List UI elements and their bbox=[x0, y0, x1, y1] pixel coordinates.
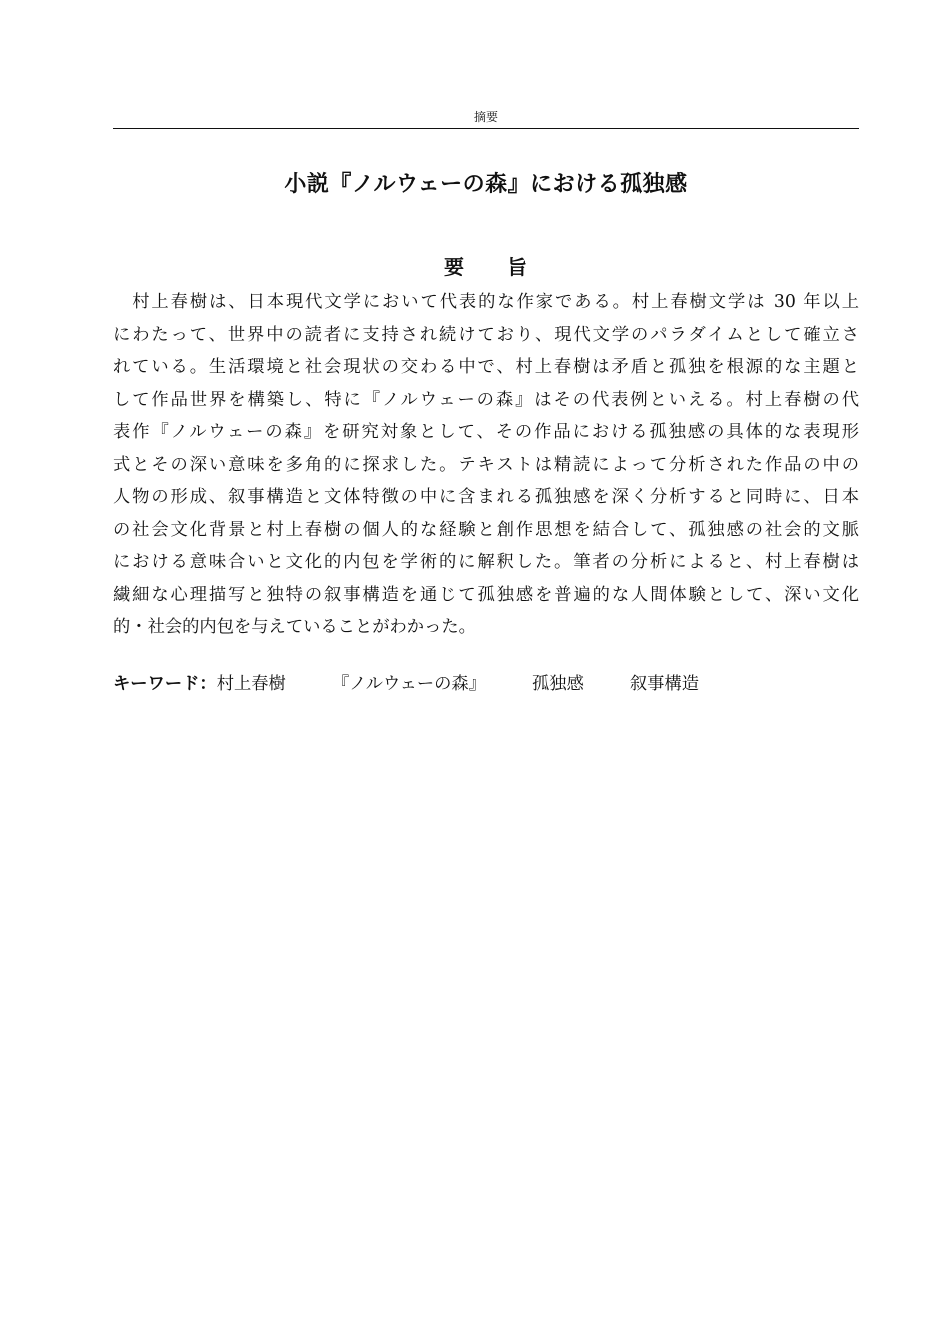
abstract-line: 表作『ノルウェーの森』を研究対象として、その作品における孤独感の具体的な表現形 bbox=[113, 422, 859, 442]
abstract-body bbox=[113, 286, 859, 644]
keyword-item: 孤独感 bbox=[532, 674, 584, 694]
abstract-line: 繊細な心理描写と独特の叙事構造を通じて孤独感を普遍的な人間体験として、深い文化 bbox=[113, 584, 859, 605]
abstract-line: 式とその深い意味を多角的に探求した。テキストは精読によって分析された作品の中の bbox=[113, 454, 859, 475]
abstract-heading: 要 旨 bbox=[444, 255, 528, 279]
abstract-line: して作品世界を構築し、特に『ノルウェーの森』はその代表例といえる。村上春樹の代 bbox=[113, 389, 859, 410]
paper-title: 小説『ノルウェーの森』における孤独感 bbox=[284, 172, 688, 197]
abstract-line: 村上春樹は、日本現代文学において代表的な作家である。村上春樹文学は 30 年以上 bbox=[113, 292, 859, 312]
keyword-item: 『ノルウェーの森』 bbox=[331, 674, 486, 694]
header-rule bbox=[113, 128, 859, 129]
keyword-item: 村上春樹 bbox=[216, 674, 286, 694]
running-header: 摘要 bbox=[473, 110, 498, 124]
abstract-line: れている。生活環境と社会現状の交わる中で、村上春樹は矛盾と孤独を根源的な主題と bbox=[113, 357, 859, 377]
keywords bbox=[113, 668, 859, 700]
abstract-line: における意味合いと文化的内包を学術的に解釈した。筆者の分析によると、村上春樹は bbox=[113, 552, 859, 572]
abstract-line: の社会文化背景と村上春樹の個人的な経験と創作思想を結合して、孤独感の社会的文脈 bbox=[113, 519, 859, 540]
abstract-line: 的・社会的内包を与えていることがわかった。 bbox=[113, 617, 476, 637]
abstract-line: にわたって、世界中の読者に支持され続けており、現代文学のパラダイムとして確立さ bbox=[113, 324, 859, 345]
keywords-label: キーワード： bbox=[113, 674, 217, 694]
abstract-line: 人物の形成、叙事構造と文体特徴の中に含まれる孤独感を深く分析すると同時に、日本 bbox=[113, 487, 859, 507]
keyword-item: 叙事構造 bbox=[629, 674, 699, 694]
